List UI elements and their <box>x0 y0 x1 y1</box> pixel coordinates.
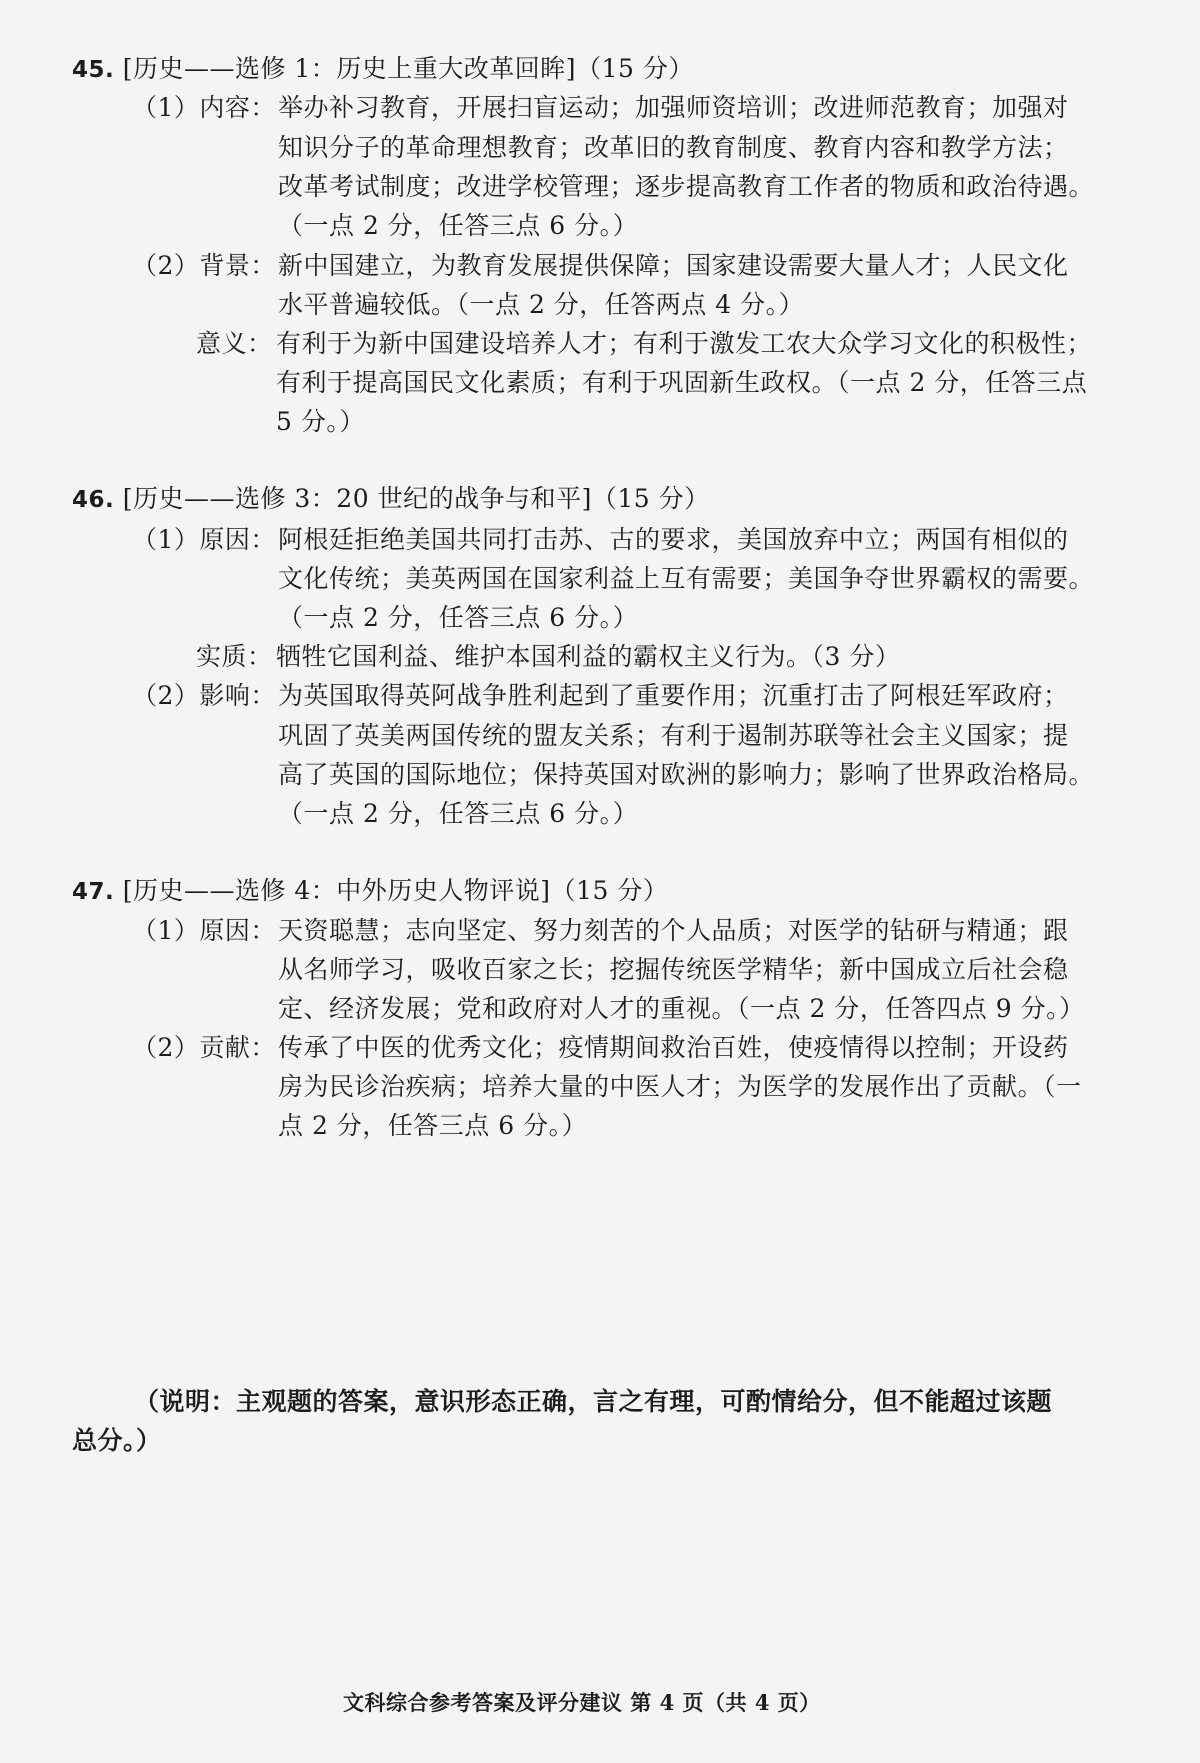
q47-part1-line: 定、经济发展；党和政府对人才的重视。（一点 2 分，任答四点 9 分。） <box>278 994 1085 1023</box>
q45-significance-label: 意义： <box>196 329 273 358</box>
q47-part2-line: 点 2 分，任答三点 6 分。） <box>278 1111 588 1140</box>
question-number: 46. <box>72 487 115 513</box>
question-title: [历史——选修 3：20 世纪的战争与和平]（15 分） <box>122 484 710 513</box>
q45-part1-line: 知识分子的革命理想教育；改革旧的教育制度、教育内容和教学方法； <box>278 133 1069 162</box>
q45-significance-line: 5 分。） <box>276 407 365 436</box>
q47-part1-line: 天资聪慧；志向坚定、努力刻苦的个人品质；对医学的钻研与精通；跟 <box>278 916 1069 945</box>
q45-significance-line: 有利于提高国民文化素质；有利于巩固新生政权。（一点 2 分，任答三点 <box>276 368 1088 397</box>
q45-part1-label: （1）内容： <box>132 93 276 122</box>
q45-part2-line: 水平普遍较低。（一点 2 分，任答两点 4 分。） <box>278 290 805 319</box>
q46-part2-label: （2）影响： <box>132 681 276 710</box>
q45-part2-line: 新中国建立，为教育发展提供保障；国家建设需要大量人才；人民文化 <box>278 251 1069 280</box>
question-number: 45. <box>72 57 115 83</box>
question-title: [历史——选修 4：中外历史人物评说]（15 分） <box>122 876 669 905</box>
q46-part2-line: （一点 2 分，任答三点 6 分。） <box>278 799 639 828</box>
question-title: [历史——选修 1：历史上重大改革回眸]（15 分） <box>122 54 694 83</box>
q46-part1-line: 文化传统；美英两国在国家利益上互有需要；美国争夺世界霸权的需要。 <box>278 564 1095 593</box>
q45-part1-line: 改革考试制度；改进学校管理；逐步提高教育工作者的物质和政治待遇。 <box>278 172 1095 201</box>
q46-part2-line: 为英国取得英阿战争胜利起到了重要作用；沉重打击了阿根廷军政府； <box>278 681 1069 710</box>
grading-note-line: （说明：主观题的答案，意识形态正确，言之有理，可酌情给分，但不能超过该题 <box>134 1387 1053 1416</box>
page-footer: 文科综合参考答案及评分建议 第 4 页（共 4 页） <box>343 1690 821 1715</box>
q45-significance-line: 有利于为新中国建设培养人才；有利于激发工农大众学习文化的积极性； <box>276 329 1093 358</box>
question-45-heading <box>72 52 694 87</box>
q46-part2-line: 巩固了英美两国传统的盟友关系；有利于遏制苏联等社会主义国家；提 <box>278 721 1069 750</box>
q47-part1-label: （1）原因： <box>132 916 276 945</box>
q46-part2-line: 高了英国的国际地位；保持英国对欧洲的影响力；影响了世界政治格局。 <box>278 760 1095 789</box>
q47-part1-line: 从名师学习，吸收百家之长；挖掘传统医学精华；新中国成立后社会稳 <box>278 955 1069 984</box>
grading-note-line: 总分。） <box>72 1426 162 1455</box>
q47-part2-line: 传承了中医的优秀文化；疫情期间救治百姓，使疫情得以控制；开设药 <box>278 1033 1069 1062</box>
question-number: 47. <box>72 879 115 905</box>
q45-part2-label: （2）背景： <box>132 251 276 280</box>
question-47-heading <box>72 874 668 909</box>
q46-essence-label: 实质： <box>196 642 273 671</box>
q46-part1-line: （一点 2 分，任答三点 6 分。） <box>278 603 639 632</box>
q46-part1-label: （1）原因： <box>132 525 276 554</box>
q46-part1-line: 阿根廷拒绝美国共同打击苏、古的要求，美国放弃中立；两国有相似的 <box>278 525 1069 554</box>
q46-essence-line: 牺牲它国利益、维护本国利益的霸权主义行为。（3 分） <box>276 642 901 671</box>
q47-part2-label: （2）贡献： <box>132 1033 276 1062</box>
q47-part2-line: 房为民诊治疾病；培养大量的中医人才；为医学的发展作出了贡献。（一 <box>278 1072 1082 1101</box>
q45-part1-line: 举办补习教育，开展扫盲运动；加强师资培训；改进师范教育；加强对 <box>278 93 1069 122</box>
q45-part1-line: （一点 2 分，任答三点 6 分。） <box>278 211 639 240</box>
question-46-heading <box>72 482 710 517</box>
